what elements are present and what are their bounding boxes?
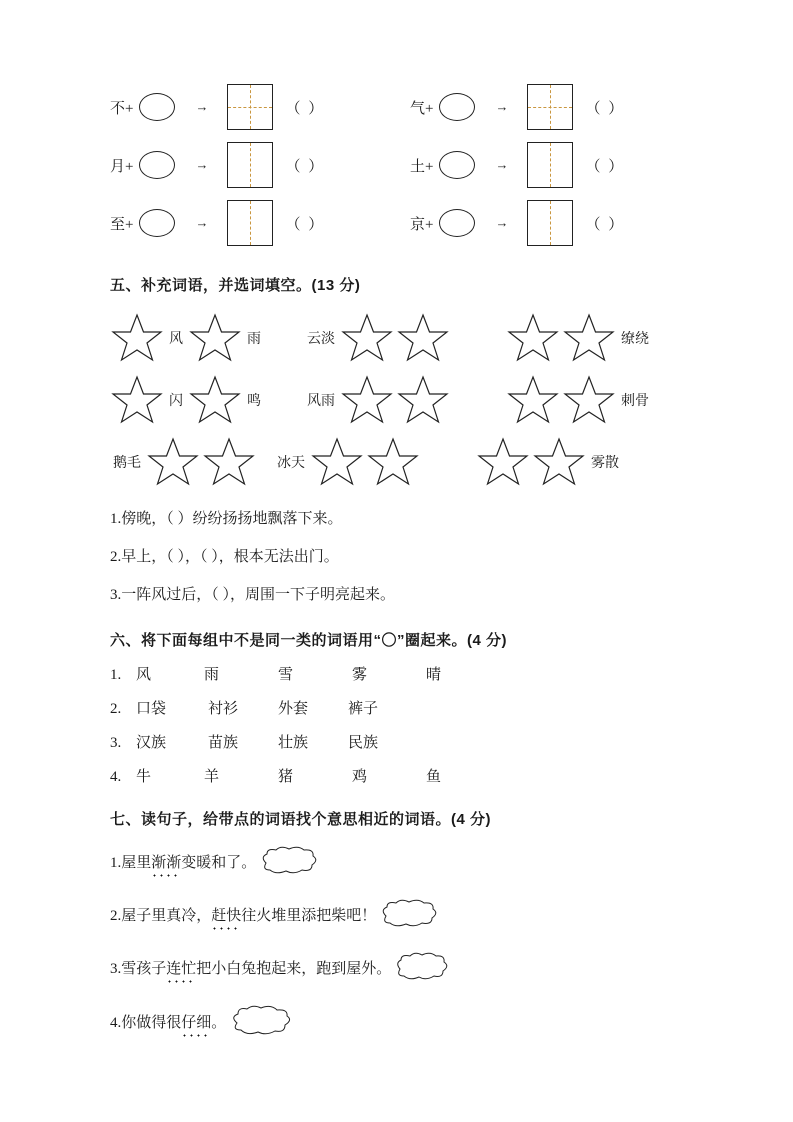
arrow-icon: → bbox=[495, 215, 508, 230]
sentence-number: 4. bbox=[110, 1015, 122, 1031]
star-label: 雨 bbox=[247, 332, 261, 347]
build-left-char: 不+ bbox=[110, 100, 134, 117]
table-row bbox=[110, 136, 690, 194]
star-blank[interactable] bbox=[506, 374, 560, 426]
star-label: 风 bbox=[169, 332, 183, 347]
answer-paren[interactable]: （ ） bbox=[285, 100, 326, 117]
word-option[interactable]: 鱼 bbox=[426, 769, 442, 785]
fill-sentence-1[interactable]: 1.傍晚，（ ）纷纷扬扬地飘落下来。 bbox=[110, 511, 343, 527]
star-group bbox=[110, 312, 264, 364]
word-option[interactable]: 鸡 bbox=[352, 769, 368, 785]
circle-blank[interactable] bbox=[439, 151, 475, 179]
build-left-char: 至+ bbox=[110, 216, 134, 233]
answer-paren[interactable]: （ ） bbox=[285, 158, 326, 175]
word-option[interactable]: 民族 bbox=[348, 735, 379, 751]
answer-paren[interactable]: （ ） bbox=[585, 158, 626, 175]
star-group bbox=[304, 312, 450, 364]
build-cell bbox=[410, 194, 690, 252]
word-option[interactable]: 雨 bbox=[204, 667, 220, 683]
star-blank[interactable] bbox=[562, 374, 616, 426]
section-6-heading: 六、将下面每组中不是同一类的词语用“〇”圈起来。(4 分) bbox=[110, 632, 508, 649]
star-row bbox=[110, 431, 690, 493]
sentence-number: 2. bbox=[110, 908, 122, 924]
fill-sentence-2[interactable]: 2.早上，（ ），（ ），根本无法出门。 bbox=[110, 549, 339, 565]
star-row bbox=[110, 307, 690, 369]
star-blank[interactable] bbox=[562, 312, 616, 364]
star-blank[interactable] bbox=[476, 436, 530, 488]
arrow-icon: → bbox=[195, 215, 208, 230]
star-label: 鸣 bbox=[247, 394, 261, 409]
sentence-row bbox=[110, 898, 690, 935]
sentence-post: 变暖和了。 bbox=[181, 855, 257, 871]
star-blank[interactable] bbox=[146, 436, 200, 488]
star-blank[interactable] bbox=[310, 436, 364, 488]
build-cell bbox=[110, 136, 410, 194]
star-blank[interactable] bbox=[340, 374, 394, 426]
star-blank[interactable] bbox=[340, 312, 394, 364]
answer-paren[interactable]: （ ） bbox=[285, 216, 326, 233]
word-option[interactable]: 晴 bbox=[426, 667, 442, 683]
build-left-char: 土+ bbox=[410, 158, 434, 175]
sentence-number: 3. bbox=[110, 961, 122, 977]
sentence-pre: 屋子里真冷， bbox=[121, 908, 212, 924]
fill-sentence-3[interactable]: 3.一阵风过后，（ ），周围一下子明亮起来。 bbox=[110, 587, 396, 603]
star-blank[interactable] bbox=[396, 312, 450, 364]
star-label: 云淡 bbox=[307, 332, 335, 347]
star-label: 风雨 bbox=[307, 394, 335, 409]
group-number: 3. bbox=[110, 735, 122, 751]
star-blank[interactable] bbox=[188, 312, 242, 364]
cloud-blank[interactable] bbox=[393, 951, 451, 988]
sentence-post: 。 bbox=[211, 1015, 227, 1031]
sentence-pre: 屋里 bbox=[121, 855, 152, 871]
sentence-number: 1. bbox=[110, 855, 122, 871]
build-left-char: 月+ bbox=[110, 158, 134, 175]
table-row bbox=[110, 194, 690, 252]
build-left-char: 京+ bbox=[410, 216, 434, 233]
sentence-row bbox=[110, 1004, 690, 1043]
word-option[interactable]: 外套 bbox=[278, 701, 309, 717]
word-option[interactable]: 牛 bbox=[136, 769, 152, 785]
answer-paren[interactable]: （ ） bbox=[585, 100, 626, 117]
star-word-block bbox=[110, 307, 690, 493]
star-group bbox=[110, 374, 264, 426]
sentence-row bbox=[110, 951, 690, 988]
star-group bbox=[476, 436, 622, 488]
group-number: 4. bbox=[110, 769, 122, 785]
build-cell bbox=[110, 194, 410, 252]
word-option[interactable]: 雪 bbox=[278, 667, 294, 683]
star-label: 冰天 bbox=[277, 456, 305, 471]
star-group bbox=[304, 374, 450, 426]
word-option[interactable]: 羊 bbox=[204, 769, 220, 785]
char-building-table bbox=[110, 78, 690, 252]
dotted-word: 赶快 bbox=[211, 906, 241, 927]
star-group bbox=[274, 436, 420, 488]
star-blank[interactable] bbox=[506, 312, 560, 364]
dotted-word: 仔细 bbox=[181, 1013, 211, 1034]
star-group bbox=[506, 374, 652, 426]
table-row bbox=[110, 78, 690, 136]
tianzi-grid[interactable] bbox=[227, 142, 273, 188]
star-blank[interactable] bbox=[188, 374, 242, 426]
cloud-blank[interactable] bbox=[378, 898, 440, 935]
circle-blank[interactable] bbox=[439, 209, 475, 237]
word-group-row bbox=[110, 663, 690, 684]
word-group-row bbox=[110, 765, 690, 786]
star-row bbox=[110, 369, 690, 431]
build-left-char: 气+ bbox=[410, 100, 434, 117]
star-label: 闪 bbox=[169, 394, 183, 409]
tianzi-grid[interactable] bbox=[527, 200, 573, 246]
tianzi-grid[interactable] bbox=[227, 84, 273, 130]
arrow-icon: → bbox=[195, 157, 208, 172]
tianzi-grid[interactable] bbox=[527, 142, 573, 188]
star-blank[interactable] bbox=[110, 312, 164, 364]
sentence-pre: 你做得很 bbox=[121, 1015, 182, 1031]
sentence-row bbox=[110, 845, 690, 882]
answer-paren[interactable]: （ ） bbox=[585, 216, 626, 233]
sentence-post: 往火堆里添把柴吧！ bbox=[241, 908, 377, 924]
sentence-post: 把小白兔抱起来，跑到屋外。 bbox=[196, 961, 392, 977]
cloud-blank[interactable] bbox=[228, 1004, 294, 1043]
circle-blank[interactable] bbox=[439, 93, 475, 121]
build-cell bbox=[110, 78, 410, 136]
star-group bbox=[110, 436, 256, 488]
word-option[interactable]: 口袋 bbox=[136, 701, 167, 717]
word-option[interactable]: 衬衫 bbox=[208, 701, 239, 717]
word-group-row bbox=[110, 697, 690, 718]
arrow-icon: → bbox=[195, 99, 208, 114]
tianzi-grid[interactable] bbox=[227, 200, 273, 246]
word-option[interactable]: 猪 bbox=[278, 769, 294, 785]
build-cell bbox=[410, 78, 690, 136]
circle-blank[interactable] bbox=[139, 209, 175, 237]
circle-blank[interactable] bbox=[139, 93, 175, 121]
dotted-word: 渐渐 bbox=[151, 853, 181, 874]
cloud-blank[interactable] bbox=[258, 845, 320, 882]
word-option[interactable]: 壮族 bbox=[278, 735, 309, 751]
star-blank[interactable] bbox=[532, 436, 586, 488]
word-option[interactable]: 雾 bbox=[352, 667, 368, 683]
dotted-word: 连忙 bbox=[166, 959, 196, 980]
word-option[interactable]: 苗族 bbox=[208, 735, 239, 751]
word-option[interactable]: 裤子 bbox=[348, 701, 379, 717]
build-cell bbox=[410, 136, 690, 194]
star-blank[interactable] bbox=[202, 436, 256, 488]
word-group-row bbox=[110, 731, 690, 752]
word-option[interactable]: 汉族 bbox=[136, 735, 167, 751]
star-label: 雾散 bbox=[591, 456, 619, 471]
group-number: 2. bbox=[110, 701, 122, 717]
arrow-icon: → bbox=[495, 157, 508, 172]
worksheet-content bbox=[110, 78, 690, 1059]
circle-blank[interactable] bbox=[139, 151, 175, 179]
star-group bbox=[506, 312, 652, 364]
section-7-heading: 七、读句子，给带点的词语找个意思相近的词语。(4 分) bbox=[110, 811, 492, 828]
section-5-heading: 五、补充词语，并选词填空。(13 分) bbox=[110, 277, 361, 294]
group-number: 1. bbox=[110, 667, 122, 683]
star-blank[interactable] bbox=[366, 436, 420, 488]
star-label: 缭绕 bbox=[621, 332, 649, 347]
star-blank[interactable] bbox=[396, 374, 450, 426]
arrow-icon: → bbox=[495, 99, 508, 114]
star-label: 刺骨 bbox=[621, 394, 649, 409]
word-option[interactable]: 风 bbox=[136, 667, 152, 683]
star-label: 鹅毛 bbox=[113, 456, 141, 471]
star-blank[interactable] bbox=[110, 374, 164, 426]
tianzi-grid[interactable] bbox=[527, 84, 573, 130]
sentence-pre: 雪孩子 bbox=[121, 961, 167, 977]
